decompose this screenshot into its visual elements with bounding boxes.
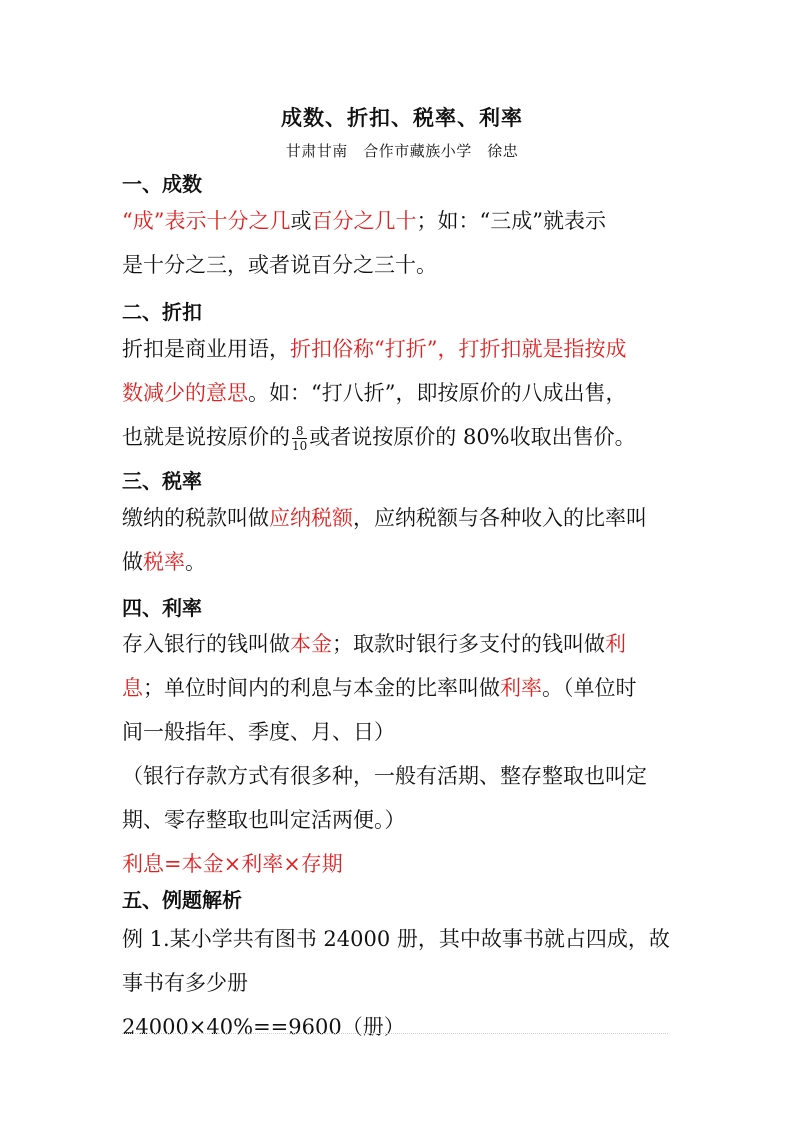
section-body-zhekou — [122, 327, 682, 459]
body-text: 做 — [122, 550, 143, 574]
author-line: 甘肃甘南 合作市藏族小学 徐忠 — [285, 142, 519, 160]
paragraph-line — [122, 666, 682, 710]
paragraph-line: 是十分之三，或者说百分之三十。 — [122, 253, 437, 277]
section-heading-example: 五、例题解析 — [122, 888, 242, 912]
fraction — [292, 424, 307, 453]
section-body-shuilv — [122, 496, 682, 584]
paragraph-line: 期、零存整取也叫定活两便。） — [122, 808, 406, 832]
fraction-denominator: 10 — [292, 439, 308, 453]
section-body-example — [122, 917, 682, 1049]
paragraph-line — [122, 622, 682, 666]
fraction-numerator: 8 — [292, 424, 307, 439]
paragraph-line — [122, 540, 682, 584]
body-text: 。 — [185, 550, 206, 574]
paragraph-line — [122, 199, 682, 243]
body-text: 或 — [290, 209, 312, 233]
body-text: 。（单位时 — [542, 676, 637, 700]
highlight-text: 息 — [122, 676, 143, 700]
body-text: 缴纳的税款叫做 — [122, 506, 269, 530]
interest-formula: 利息=本金×利率×存期 — [122, 852, 343, 876]
paragraph-line: 24000×40%==9600（册） — [122, 1015, 405, 1039]
highlight-text: 数减少的意思 — [122, 381, 248, 405]
paragraph-line — [122, 496, 682, 540]
paragraph-line — [122, 327, 682, 371]
paragraph-line: 例 1.某小学共有图书 24000 册，其中故事书就占四成，故 — [122, 927, 670, 951]
highlight-text: 税率 — [143, 550, 185, 574]
body-text: ；如：“三成”就表示 — [416, 209, 606, 233]
highlight-text: 利 — [605, 632, 626, 656]
highlight-text: 应纳税额 — [269, 506, 353, 530]
paragraph-line: （银行存款方式有很多种，一般有活期、整存整取也叫定 — [122, 764, 647, 788]
section-heading-lilv: 四、利率 — [122, 596, 202, 620]
highlight-text: “成”表示十分之几 — [122, 209, 291, 233]
body-text: 或者说按原价的 80%收取出售价。 — [309, 425, 636, 449]
body-text: 存入银行的钱叫做 — [122, 632, 290, 656]
section-heading-zhekou: 二、折扣 — [122, 300, 202, 324]
section-heading-shuilv: 三、税率 — [122, 469, 202, 493]
paragraph-line — [122, 371, 682, 415]
highlight-text: 百分之几十 — [311, 209, 417, 233]
paragraph-line — [122, 415, 682, 459]
footer-divider — [122, 1033, 668, 1034]
section-heading-chengshu: 一、成数 — [122, 172, 202, 196]
body-text: 折扣是商业用语， — [122, 337, 290, 361]
highlight-text: 打折扣就是指按成 — [458, 337, 627, 361]
body-text: ；单位时间内的利息与本金的比率叫做 — [143, 676, 500, 700]
section-body-lilv — [122, 622, 682, 886]
body-text: ；取款时银行多支付的钱叫做 — [332, 632, 605, 656]
section-body-chengshu — [122, 199, 682, 287]
paragraph-line: 间一般指年、季度、月、日） — [122, 720, 395, 744]
highlight-text: 折扣俗称“打折”， — [290, 337, 459, 361]
body-text: 也就是说按原价的 — [122, 425, 290, 449]
body-text: ，应纳税额与各种收入的比率叫 — [353, 506, 647, 530]
document-title: 成数、折扣、税率、利率 — [281, 106, 523, 130]
highlight-text: 利率 — [500, 676, 542, 700]
highlight-text: 本金 — [290, 632, 332, 656]
paragraph-line: 事书有多少册 — [122, 971, 248, 995]
body-text: 。如：“打八折”，即按原价的八成出售， — [248, 381, 627, 405]
